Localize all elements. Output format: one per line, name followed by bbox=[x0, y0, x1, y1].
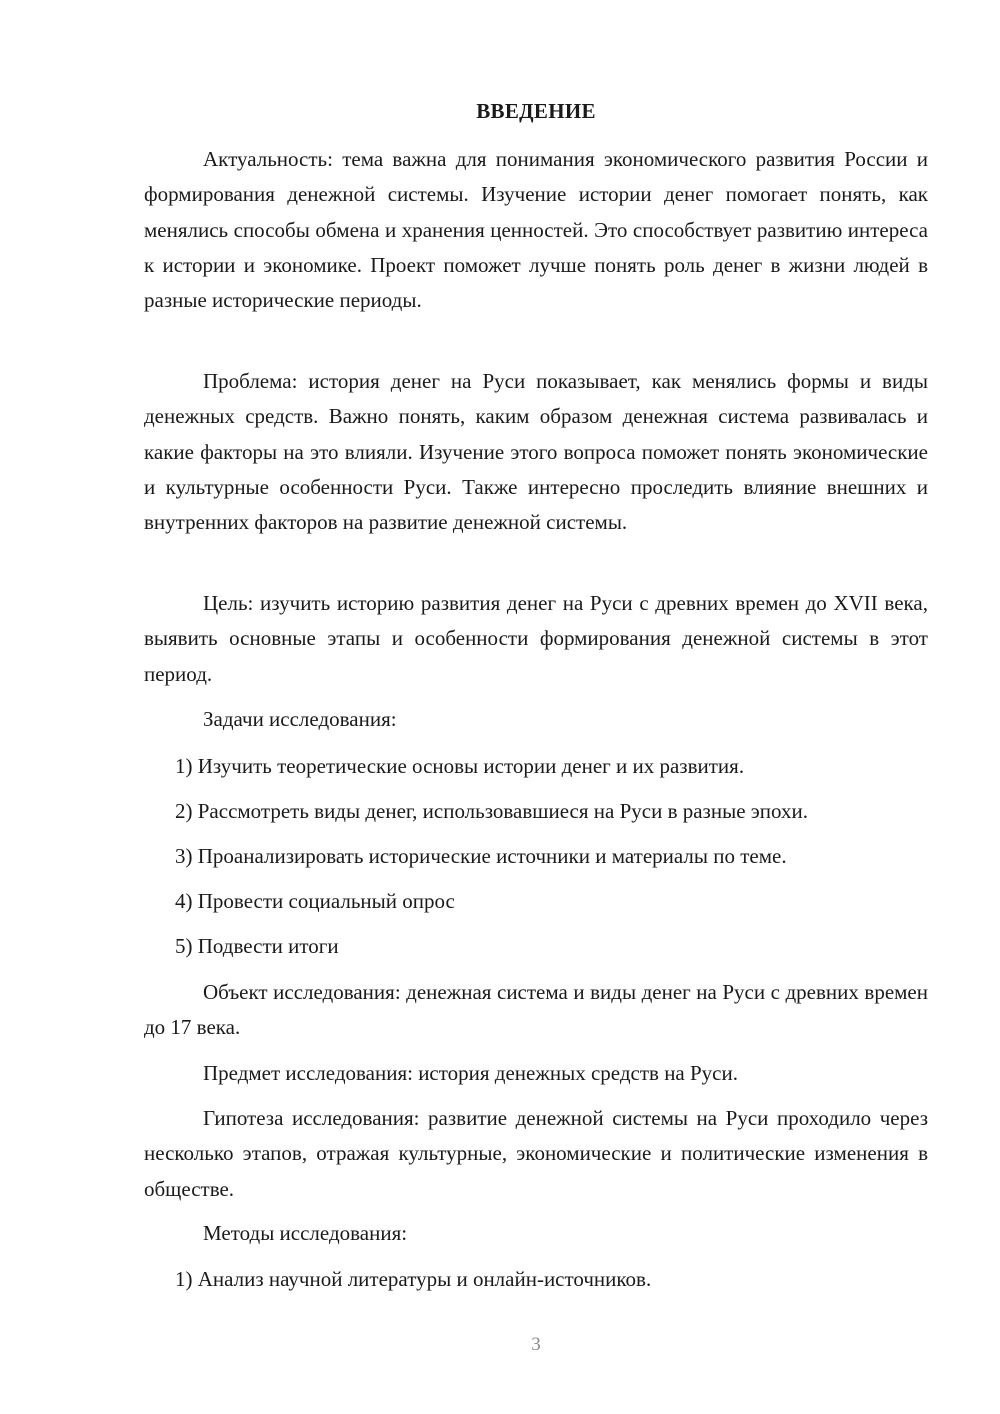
hypothesis-paragraph: Гипотеза исследования: развитие денежной системы на Руси проходило через несколько этапов, отражая культурные, экономические и политические изменения в обществе. bbox=[144, 1106, 928, 1201]
task-item-1: 1) Изучить теоретические основы истории денег и их развития. bbox=[175, 754, 745, 778]
method-item-1: 1) Анализ научной литературы и онлайн-источников. bbox=[175, 1267, 652, 1291]
task-item-2: 2) Рассмотреть виды денег, использовавшиеся на Руси в разные эпохи. bbox=[175, 799, 808, 823]
tasks-heading: Задачи исследования: bbox=[203, 707, 397, 731]
relevance-paragraph: Актуальность: тема важна для понимания экономического развития России и формирования денежной системы. Изучение истории денег помогает понять, как менялись способы обмена и хранения ценностей. Это способствует развитию интереса к истории и экономике. Проект поможет лучше понять роль денег в жизни людей в разные исторические периоды. bbox=[144, 147, 928, 313]
section-title: ВВЕДЕНИЕ bbox=[476, 99, 596, 123]
object-paragraph: Объект исследования: денежная система и виды денег на Руси с древних времен до 17 века. bbox=[144, 980, 928, 1040]
methods-heading: Методы исследования: bbox=[203, 1221, 408, 1245]
task-item-5: 5) Подвести итоги bbox=[175, 934, 339, 958]
goal-paragraph: Цель: изучить историю развития денег на Руси с древних времен до XVII века, выявить основные этапы и особенности формирования денежной системы в этот период. bbox=[144, 591, 928, 686]
problem-paragraph: Проблема: история денег на Руси показывает, как менялись формы и виды денежных средств. Важно понять, каким образом денежная система развивалась и какие факторы на это влияли. Изучение этого вопроса поможет понять экономические и культурные особенности Руси. Также интересно проследить влияние внешних и внутренних факторов на развитие денежной системы. bbox=[144, 369, 928, 535]
subject-paragraph: Предмет исследования: история денежных средств на Руси. bbox=[203, 1061, 738, 1085]
task-item-4: 4) Провести социальный опрос bbox=[175, 889, 455, 913]
task-item-3: 3) Проанализировать исторические источники и материалы по теме. bbox=[175, 844, 787, 868]
page-number: 3 bbox=[531, 1334, 541, 1355]
